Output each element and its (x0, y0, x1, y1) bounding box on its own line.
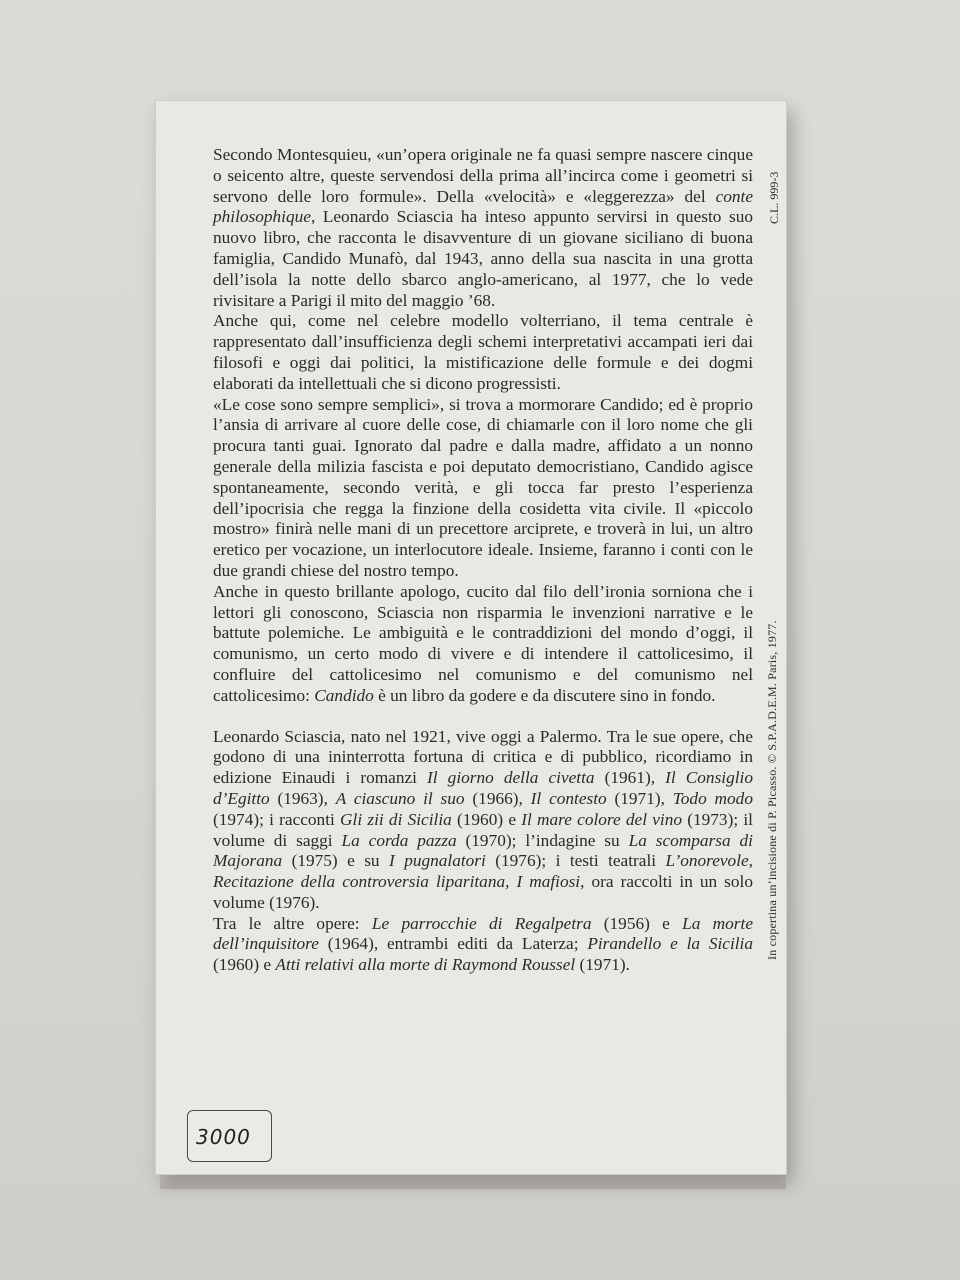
bio-s10: (1975) e su (282, 851, 390, 871)
other-t2: La morte dell’inquisitore (213, 913, 753, 954)
bio-t2: Il Consiglio d’Egitto (213, 768, 753, 808)
blurb-text (213, 145, 753, 976)
bio-t6: Gli zii di Sicilia (340, 809, 452, 829)
other-s1: Tra le altre opere: (213, 913, 372, 933)
bio-s2: (1961), (594, 768, 666, 788)
other-s4: (1960) e (213, 955, 276, 975)
apologo-part-1: Anche in questo brillante apologo, cucito dal filo dell’ironia sorniona che i lettori gli conoscono, Sciascia non risparmia le invenzioni narrative e le battute polemiche. Le ambiguità e le contraddizioni del mondo d’oggi, il comunismo, un certo modo di vivere e di intendere il cattolicesimo, il confluire del cattolicesimo nel comunismo e del comunismo nel cattolicesimo: (213, 581, 753, 705)
bio-t3: A ciascuno il suo (335, 788, 465, 808)
bio-s4: (1966), (464, 788, 531, 808)
paragraph-bio (213, 727, 753, 914)
separator (213, 707, 753, 727)
bio-s11: (1976); i testi teatrali (485, 851, 666, 871)
paragraph-intro (213, 145, 753, 311)
bio-t11: L’onorevole (665, 851, 749, 871)
bio-s12: , (748, 851, 753, 871)
intro-part-2: , Leonardo Sciascia ha inteso appunto servirsi in questo suo nuovo libro, che racconta le disavventure di un giovane siciliano di buona famiglia, Candido Munafò, dal 1943, anno della sua nascita in una grotta dell’isola la notte dello sbarco anglo-americano, al 1977, che lo vede rivisitare a Parigi il mito del maggio ’68. (213, 207, 753, 310)
paragraph-theme: Anche qui, come nel celebre modello volterriano, il tema centrale è rappresentato dall’insufficienza degli schemi interpretativi accampati ieri dai filosofi e oggi dai politici, la mistificazione delle formule e dei dogmi elaborati da intellettuali che si dicono progressisti. (213, 311, 753, 393)
bio-t8: La corda pazza (341, 830, 457, 850)
intro-italic: conte philosophique (213, 186, 753, 227)
bio-t12: Recitazione della controversia liparitana, I mafiosi (213, 872, 581, 892)
paragraph-plot: «Le cose sono sempre semplici», si trova a mormorare Candido; ed è proprio l’ansia di arrivare al cuore delle cose, di chiamarle con il loro nome che gli procura tanti guai. Ignorato dal padre e dalla madre, affidato a un nonno generale della milizia fascista e poi deputato democristiano, Candido agisce spontaneamente, secondo verità, e gli tocca far presto l’esperienza dell’ipocrisia che regga la finzione della cosidetta vita civile. Il «piccolo mostro» finirà nelle mani di un precettore arciprete, e troverà in lui, un altro eretico per vocazione, un interlocutore ideale. Insieme, faranno i conti con le due grandi chiese del nostro tempo. (213, 394, 753, 580)
apologo-part-2: è un libro da godere e da discutere sino in fondo. (373, 685, 716, 705)
price-handwritten: 3000 (196, 1125, 251, 1149)
other-t3: Pirandello e la Sicilia (587, 934, 753, 954)
bio-s8: (1973); il volume di saggi (213, 809, 753, 850)
bio-t9: La scomparsa di Majorana (213, 830, 753, 871)
bio-t1: Il giorno della civetta (427, 768, 595, 788)
paragraph-apologo (213, 582, 753, 707)
bio-t7: Il mare colore del vino (521, 809, 683, 829)
price-sticker (187, 1110, 272, 1162)
apologo-title: Candido (314, 685, 374, 705)
bio-s13: , ora raccolti in un solo volume (1976). (213, 872, 753, 912)
other-s2: (1956) e (591, 913, 683, 933)
other-t4: Atti relativi alla morte di Raymond Roussel (275, 955, 576, 975)
bio-s6: (1974); i racconti (213, 809, 341, 829)
bio-t10: I pugnalatori (389, 851, 486, 871)
bio-s9: (1970); l’indagine su (456, 830, 629, 850)
bio-s3: (1963), (269, 788, 336, 808)
book-bottom-edge (160, 1175, 786, 1189)
other-s5: (1971). (575, 955, 630, 975)
bio-s5: (1971), (606, 788, 673, 808)
bio-s7: (1960) e (451, 809, 522, 829)
other-t1: Le parrocchie di Regalpetra (371, 913, 592, 933)
catalog-code: C.L. 999-3 (767, 171, 781, 224)
bio-s1: Leonardo Sciascia, nato nel 1921, vive oggi a Palermo. Tra le sue opere, che godono di una ininterrotta fortuna di critica e di pubblico, ricordiamo in edizione Einaudi i romanzi (213, 726, 753, 788)
other-s3: (1964), entrambi editi da Laterza; (318, 934, 588, 954)
intro-part-1: Secondo Montesquieu, «un’opera originale ne fa quasi sempre nascere cinque o seicento altre, queste servendosi della prima all’incirca come i geometri si servono delle loro formule». Della «velocità» e «leggerezza» del (213, 145, 753, 206)
cover-credit: In copertina un’incisione di P. Picasso. © S.P.A.D.E.M. Paris, 1977. (765, 620, 779, 960)
bio-t5: Todo modo (672, 788, 753, 808)
paragraph-other-works (213, 914, 753, 976)
bio-t4: Il contesto (530, 788, 607, 808)
